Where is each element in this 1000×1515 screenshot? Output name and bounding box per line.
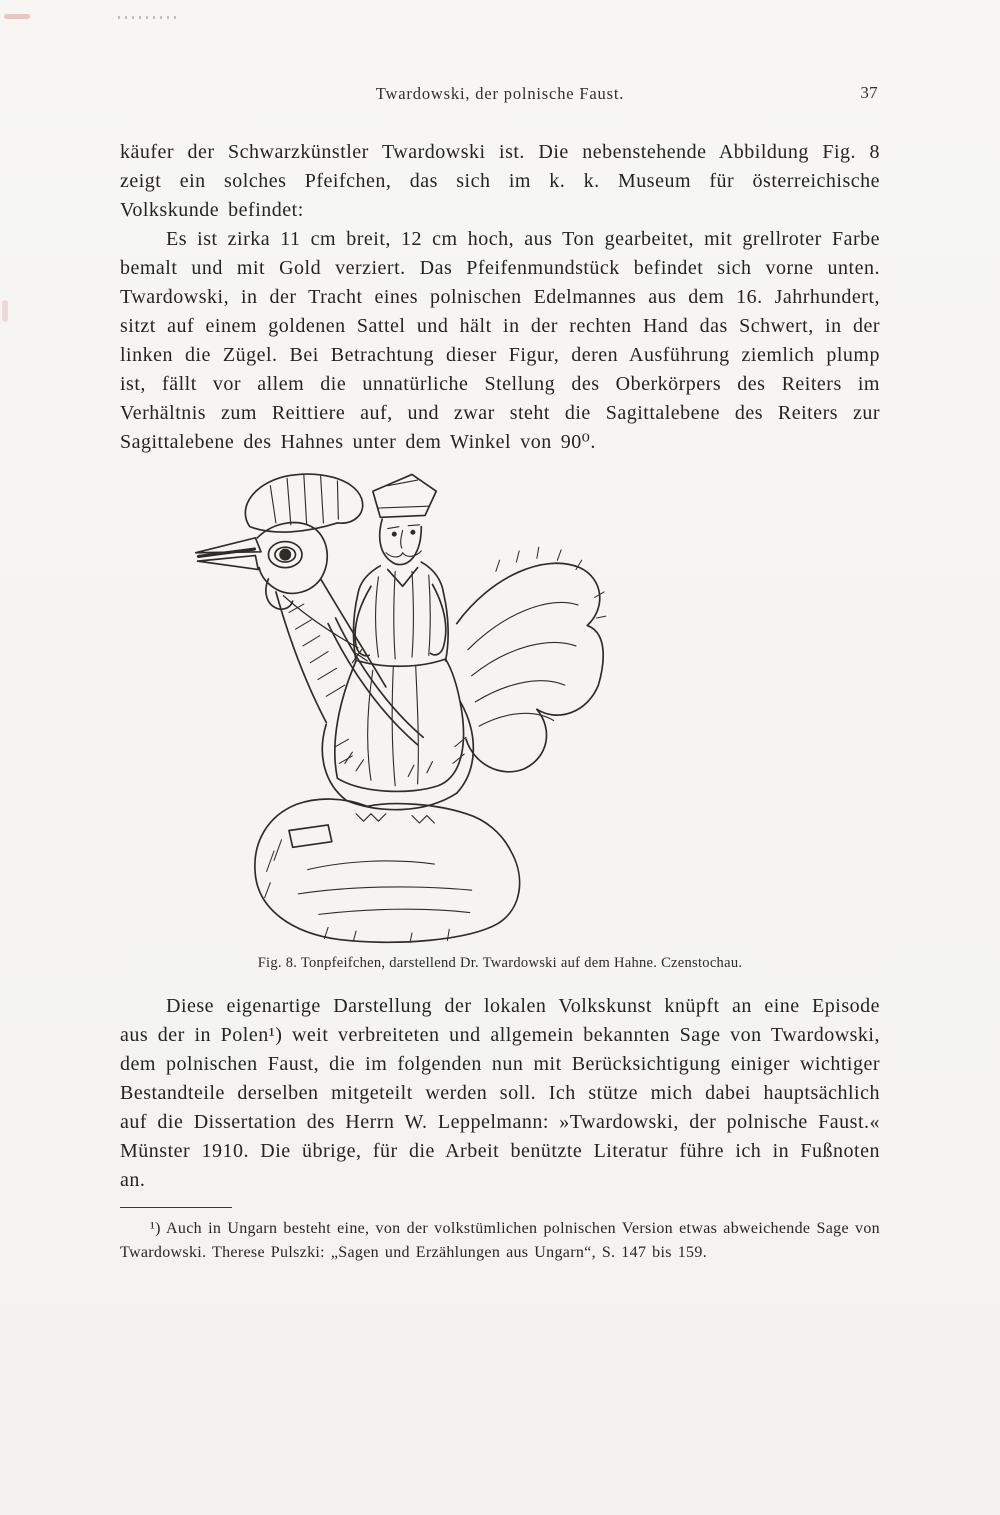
figure-plate <box>120 467 880 972</box>
footnote-rule <box>120 1207 232 1208</box>
paragraph-sage: Diese eigenartige Darstellung der lokalen Volkskunst knüpft an eine Episode aus der in Polen¹) weit verbreiteten und allgemein bekannten Sage von Twardowski, dem polnischen Faust, die im folgenden nun mit Berücksichtigung einiger wichtiger Bestandteile derselben mitgeteilt werden soll. Ich stütze mich dabei hauptsächlich auf die Dissertation des Herrn W. Leppelmann: »Twardowski, der polnische Faust.« Münster 1910. Die übrige, für die Arbeit benützte Literatur führe ich in Fußnoten an. <box>120 995 880 1191</box>
paragraph-continuation: käufer der Schwarzkünstler Twardowski ist. Die nebenstehende Abbildung Fig. 8 zeigt ein solches Pfeifchen, das sich im k. k. Museum für österreichische Volkskunde befindet: <box>120 141 880 221</box>
footnote-text: ¹) Auch in Ungarn besteht eine, von der volkstümlichen polnischen Version etwas abweichende Sage von Twardowski. Therese Pulszki: „Sagen und Erzählungen aus Ungarn“, S. 147 bis 159. <box>120 1220 880 1261</box>
page-number: 37 <box>860 83 878 102</box>
rooster-rider-illustration <box>188 467 608 947</box>
scan-artifact <box>2 300 8 322</box>
scan-artifact <box>118 16 178 19</box>
body-text <box>120 138 880 1195</box>
figure-caption: Fig. 8. Tonpfeifchen, darstellend Dr. Twardowski auf dem Hahne. Czenstochau. <box>257 955 743 971</box>
paragraph-description: Es ist zirka 11 cm breit, 12 cm hoch, aus Ton gearbeitet, mit grellroter Farbe bemalt und mit Gold verziert. Das Pfeifenmundstück befindet sich vorne unten. Twardowski, in der Tracht eines polnischen Edelmannes aus dem 16. Jahrhundert, sitzt auf einem goldenen Sattel und hält in der rechten Hand das Schwert, in der linken die Zügel. Bei Betrachtung dieser Figur, deren Ausführung ziemlich plump ist, fällt vor allem die unnatürliche Stellung des Oberkörpers des Reiters im Verhältnis zum Reittiere auf, und zwar steht die Sagittalebene des Reiters zur Sagittalebene des Hahnes unter dem Winkel von 90⁰. <box>120 228 880 453</box>
scan-artifact <box>4 14 30 19</box>
footnote-block <box>120 1207 880 1264</box>
running-head <box>120 84 880 104</box>
running-head-title: Twardowski, der polnische Faust. <box>375 84 625 103</box>
